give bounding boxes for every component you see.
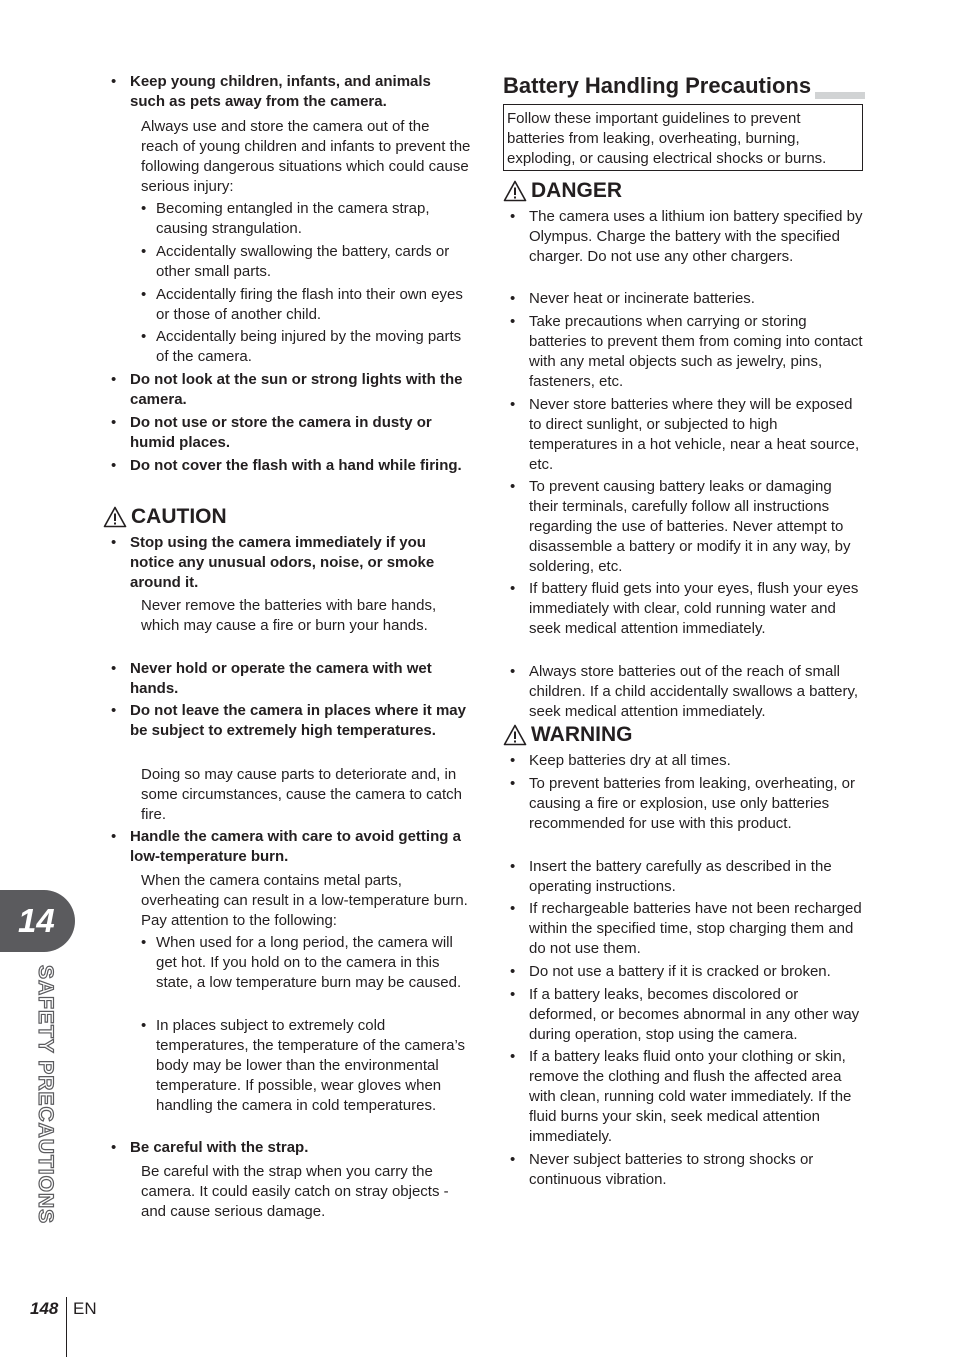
caution-heading: CAUTION	[103, 505, 227, 529]
warning-heading: WARNING	[503, 723, 633, 747]
list-item: • Do not cover the flash with a hand while firing.	[111, 457, 462, 474]
list-item: • The camera uses a lithium ion battery specified by Olympus. Charge the battery with the specified charger. Do not use any other chargers.	[510, 208, 863, 265]
footer-divider	[66, 1297, 67, 1357]
chapter-label: SAFETY PRECAUTIONS	[34, 965, 57, 1225]
list-item: • If a battery leaks, becomes discolored or deformed, or becomes abnormal in any other way during operation, stop using the camera.	[510, 986, 860, 1043]
kids-title: Keep young children, infants, and animals such as pets away from the camera.	[130, 73, 431, 110]
warning-triangle-icon	[503, 180, 527, 202]
chapter-number: 14	[18, 902, 55, 939]
list-item: • To prevent batteries from leaking, overheating, or causing a fire or explosion, use only batteries recommended for use with this product.	[510, 775, 856, 832]
list-item: • Take precautions when carrying or storing batteries to prevent them from coming into contact with any metal objects such as jewelry, pins, fasteners, etc.	[510, 313, 863, 390]
list-item: • Do not use a battery if it is cracked or broken.	[510, 963, 831, 980]
list-item: • Do not leave the camera in places where it may be subject to extremely high temperatures.	[111, 702, 466, 739]
warning-triangle-icon	[503, 724, 527, 746]
list-item: • Do not use or store the camera in dusty or humid places.	[111, 414, 432, 451]
list-item: • To prevent causing battery leaks or damaging their terminals, carefully follow all instructions regarding the use of batteries. Never attempt to disassemble a battery or modify it in any way, by soldering, etc.	[510, 478, 851, 575]
list-item: • Handle the camera with care to avoid getting a low-temperature burn.	[111, 828, 461, 865]
caution-item3-body: Doing so may cause parts to deteriorate and, in some circumstances, cause the camera to catch fire.	[141, 766, 462, 823]
list-item: • If rechargeable batteries have not been recharged within the specified time, stop charging them and do not use them.	[510, 900, 862, 957]
list-item: • When used for a long period, the camera will get hot. If you hold on to the camera in this state, a low temperature burn may be caused.	[141, 934, 462, 991]
page-title: Battery Handling Precautions	[503, 73, 815, 99]
list-item: • Never heat or incinerate batteries.	[510, 290, 755, 307]
language-label: EN	[73, 1299, 97, 1318]
intro-box: Follow these important guidelines to prevent batteries from leaking, overheating, burning, exploding, or causing electrical shocks or burns.	[503, 104, 863, 171]
list-item: • Keep batteries dry at all times.	[510, 752, 731, 769]
list-item: • In places subject to extremely cold temperatures, the temperature of the camera’s body may be lower than the environmental temperature. If possible, wear gloves when handling the camera in cold temperatures.	[141, 1017, 466, 1114]
list-item: • Never subject batteries to strong shocks or continuous vibration.	[510, 1151, 814, 1188]
list-item: • Insert the battery carefully as described in the operating instructions.	[510, 858, 832, 895]
list-item: • Accidentally swallowing the battery, cards or other small parts.	[141, 243, 450, 280]
list-item: • If a battery leaks fluid onto your clothing or skin, remove the clothing and flush the affected area with clean, running cold water immediately. If the fluid burns your skin, seek medical attention immediately.	[510, 1048, 852, 1145]
danger-heading: DANGER	[503, 179, 622, 203]
caution-item5-body: Be careful with the strap when you carry the camera. It could easily catch on stray objects - and cause serious damage.	[141, 1163, 449, 1220]
section-title-block	[503, 73, 865, 99]
list-item: • Stop using the camera immediately if you notice any unusual odors, noise, or smoke around it.	[111, 534, 435, 591]
list-item: • Be careful with the strap.	[111, 1139, 309, 1156]
warning-triangle-icon	[103, 506, 127, 528]
list-item: • Accidentally being injured by the moving parts of the camera.	[141, 328, 462, 365]
kids-body: Always use and store the camera out of the reach of young children and infants to prevent the following dangerous situations which could cause serious injury:	[141, 118, 471, 195]
caution-item4-body: When the camera contains metal parts, overheating can result in a low-temperature burn. Pay attention to the following:	[141, 872, 468, 929]
caution-item1-body: Never remove the batteries with bare hands, which may cause a fire or burn your hands.	[141, 597, 437, 634]
list-item: • Always store batteries out of the reach of small children. If a child accidentally swallows a battery, seek medical attention immediately.	[510, 663, 859, 720]
list-item: • Accidentally firing the flash into their own eyes or those of another child.	[141, 286, 463, 323]
list-item: • Becoming entangled in the camera strap, causing strangulation.	[141, 200, 430, 237]
list-item: • If battery fluid gets into your eyes, flush your eyes immediately with clear, cold running water and seek medical attention immediately.	[510, 580, 859, 637]
list-item: • Do not look at the sun or strong lights with the camera.	[111, 371, 463, 408]
list-item: • Never hold or operate the camera with wet hands.	[111, 660, 432, 697]
list-item: • Keep young children, infants, and animals such as pets away from the camera.	[111, 72, 467, 112]
page-number: 148	[30, 1299, 59, 1318]
list-item: • Never store batteries where they will be exposed to direct sunlight, or subjected to high temperatures in a hot vehicle, near a heat source, etc.	[510, 396, 860, 473]
